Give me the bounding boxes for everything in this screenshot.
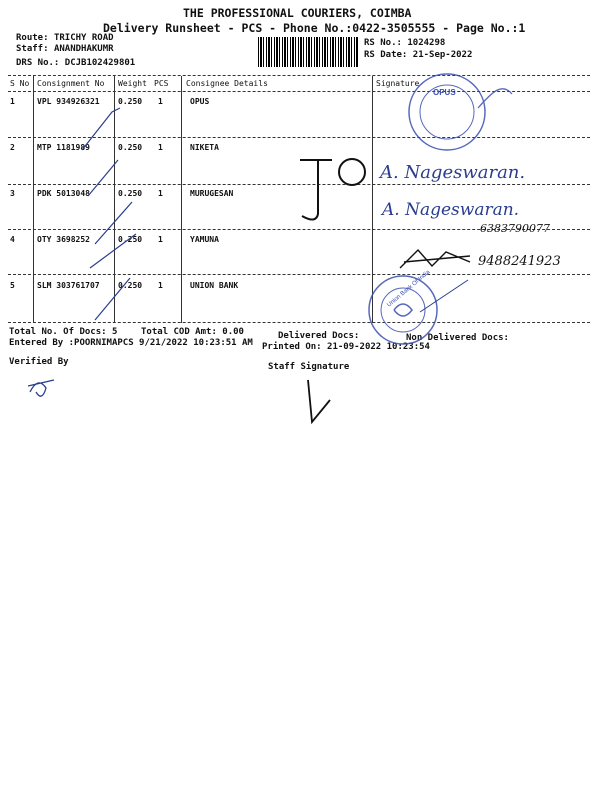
rs-no-value: 1024298 bbox=[407, 38, 446, 48]
bank-stamp bbox=[369, 276, 437, 344]
row-weight: 0.250 bbox=[118, 97, 143, 106]
entered-by: Entered By :POORNIMAPCS 9/21/2022 10:23:51 AM bbox=[9, 338, 253, 348]
rs-date-label: RS Date: bbox=[364, 50, 408, 60]
row-pcs: 1 bbox=[158, 235, 163, 244]
row-consignee: OPUS bbox=[190, 97, 210, 106]
verified-by: Verified By bbox=[9, 357, 69, 367]
row-consignment: OTY 3698252 bbox=[37, 235, 90, 244]
col-header-pcs: PCS bbox=[154, 79, 169, 88]
handwritten-name-2: A. Nageswaran. bbox=[382, 200, 520, 220]
row-sno: 3 bbox=[10, 189, 15, 198]
handwritten-phone-2: 9488241923 bbox=[478, 254, 561, 269]
handwritten-phone-1: 6383790077 bbox=[480, 222, 550, 235]
printed-on: Printed On: 21-09-2022 10:23:54 bbox=[262, 342, 430, 352]
opus-stamp-text: OPUS bbox=[433, 88, 456, 97]
row-weight: 0.250 bbox=[118, 235, 143, 244]
non-delivered-docs: Non Delivered Docs: bbox=[406, 333, 509, 343]
drs-label: DRS No.: bbox=[16, 58, 60, 68]
staff-value: ANANDHAKUMR bbox=[53, 44, 114, 54]
row-pcs: 1 bbox=[158, 97, 163, 106]
tick-mark bbox=[88, 160, 118, 196]
col-header-sno: S No bbox=[10, 79, 30, 88]
row-consignment: MTP 1181989 bbox=[37, 143, 90, 152]
staff-signature-label: Staff Signature bbox=[268, 362, 350, 372]
row-pcs: 1 bbox=[158, 143, 163, 152]
row-consignment: VPL 934926321 bbox=[37, 97, 100, 106]
tick-mark bbox=[82, 108, 120, 150]
row-sno: 2 bbox=[10, 143, 15, 152]
col-header-consignee: Consignee Details bbox=[186, 79, 268, 88]
staff-label: Staff: bbox=[16, 44, 49, 54]
staff-signature-mark bbox=[308, 380, 330, 422]
bank-stamp-text: Union Bank Of India bbox=[386, 269, 432, 309]
row-weight: 0.250 bbox=[118, 189, 143, 198]
delivered-docs: Delivered Docs: bbox=[278, 331, 360, 341]
total-cod: Total COD Amt: 0.00 bbox=[141, 327, 244, 337]
row-sno: 4 bbox=[10, 235, 15, 244]
rs-date-value: 21-Sep-2022 bbox=[412, 50, 473, 60]
row-pcs: 1 bbox=[158, 281, 163, 290]
handwritten-J bbox=[300, 160, 332, 220]
signature-line bbox=[420, 280, 468, 312]
runsheet-title: Delivery Runsheet - PCS - Phone No.:0422-3505555 - Page No.:1 bbox=[103, 21, 526, 35]
signature-scribble bbox=[400, 250, 470, 268]
col-header-consignment: Consignment No bbox=[37, 79, 105, 88]
company-name: THE PROFESSIONAL COURIERS, COIMBA bbox=[183, 6, 412, 20]
row-sno: 1 bbox=[10, 97, 15, 106]
row-consignment: PDK 5013048 bbox=[37, 189, 90, 198]
row-consignee: MURUGESAN bbox=[190, 189, 234, 198]
row-consignee: NIKETA bbox=[190, 143, 219, 152]
opus-stamp bbox=[409, 74, 512, 150]
row-weight: 0.250 bbox=[118, 281, 143, 290]
verified-signature bbox=[28, 380, 54, 396]
drs-value: DCJB102429801 bbox=[64, 58, 136, 68]
route-label: Route: bbox=[16, 33, 49, 43]
row-pcs: 1 bbox=[158, 189, 163, 198]
tick-mark bbox=[90, 234, 136, 268]
row-consignee: UNION BANK bbox=[190, 281, 239, 290]
row-weight: 0.250 bbox=[118, 143, 143, 152]
handwritten-O bbox=[339, 159, 365, 185]
rs-no-label: RS No.: bbox=[364, 38, 402, 48]
col-header-weight: Weight bbox=[118, 79, 147, 88]
row-consignee: YAMUNA bbox=[190, 235, 219, 244]
tick-mark bbox=[95, 202, 132, 244]
route-value: TRICHY ROAD bbox=[53, 33, 114, 43]
handwritten-name-1: A. Nageswaran. bbox=[380, 162, 526, 183]
row-sno: 5 bbox=[10, 281, 15, 290]
col-header-signature: Signature bbox=[376, 79, 420, 88]
tick-mark bbox=[95, 278, 130, 320]
total-docs: Total No. Of Docs: 5 bbox=[9, 327, 118, 337]
row-consignment: SLM 303761707 bbox=[37, 281, 100, 290]
